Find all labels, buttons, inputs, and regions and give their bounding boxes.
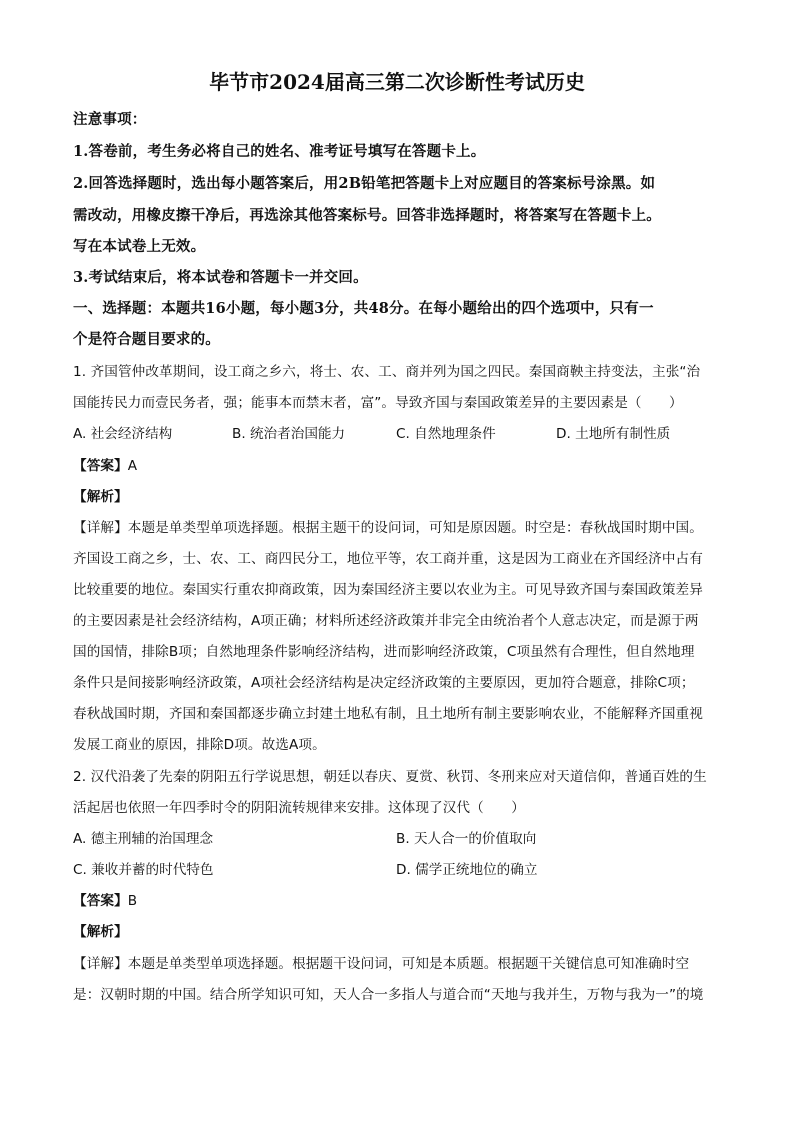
q1-detail-line-6: 条件只是间接影响经济政策，A项社会经济结构是决定经济政策的主要原因，更加符合题意，排除C项； bbox=[73, 675, 695, 691]
q1-option-d: D. 土地所有制性质 bbox=[556, 426, 671, 442]
q1-answer-tag: 【答案】 bbox=[73, 458, 128, 474]
q1-detail-line-8: 发展工商业的原因，排除D项。故选A项。 bbox=[73, 737, 326, 753]
q2-option-b: B. 天人合一的价值取向 bbox=[396, 831, 537, 847]
q1-option-c: C. 自然地理条件 bbox=[396, 426, 496, 442]
q2-analysis-tag: 【解析】 bbox=[73, 924, 128, 940]
q1-analysis-tag: 【解析】 bbox=[73, 489, 128, 505]
q2-stem-line-2: 活起居也依照一年四季时令的阴阳流转规律来安排。这体现了汉代（ ） bbox=[73, 800, 525, 816]
notice-item-1: 1.答卷前，考生务必将自己的姓名、准考证号填写在答题卡上。 bbox=[73, 143, 486, 160]
q1-option-a: A. 社会经济结构 bbox=[73, 426, 173, 442]
q1-detail-line-7: 春秋战国时期，齐国和秦国都逐步确立封建土地私有制，且土地所有制主要影响农业，不能解释齐国重视 bbox=[73, 706, 703, 722]
q2-answer-value: B bbox=[127, 893, 138, 909]
page-title: 毕节市2024届高三第二次诊断性考试历史 bbox=[209, 70, 585, 94]
q1-stem-line-2: 国能抟民力而壹民务者，强；能事本而禁末者，富”。导致齐国与秦国政策差异的主要因素是（ ） bbox=[73, 395, 683, 411]
q2-answer-line bbox=[73, 889, 723, 909]
q2-answer-tag: 【答案】 bbox=[73, 893, 128, 909]
q2-detail-line-2: 是：汉朝时期的中国。结合所学知识可知，天人合一多指人与道合而“天地与我并生，万物与我为一”的境 bbox=[73, 987, 704, 1003]
q1-detail-line-3: 比较重要的地位。秦国实行重农抑商政策，因为秦国经济主要以农业为主。可见导致齐国与秦国政策差异 bbox=[73, 582, 703, 598]
notice-item-2-line-3: 写在本试卷上无效。 bbox=[73, 238, 206, 255]
q1-option-b: B. 统治者治国能力 bbox=[232, 426, 346, 442]
section-heading-line-2: 个是符合题目要求的。 bbox=[73, 331, 220, 348]
notice-item-2-line-2: 需改动，用橡皮擦干净后，再选涂其他答案标号。回答非选择题时，将答案写在答题卡上。 bbox=[73, 207, 661, 224]
q1-answer-value: A bbox=[127, 458, 138, 474]
q1-detail-line-5: 国的国情，排除B项；自然地理条件影响经济结构，进而影响经济政策，C项虽然有合理性，但自然地理 bbox=[73, 644, 695, 660]
q2-option-a: A. 德主刑辅的治国理念 bbox=[73, 831, 214, 847]
q1-detail-line-1: 【详解】本题是单类型单项选择题。根据主题干的设问词，可知是原因题。时空是：春秋战国时期中国。 bbox=[73, 520, 703, 536]
q1-detail-line-4: 的主要因素是社会经济结构，A项正确；材料所述经济政策并非完全由统治者个人意志决定，而是源于两 bbox=[73, 613, 699, 629]
q2-stem-line-1: 2. 汉代沿袭了先秦的阴阳五行学说思想，朝廷以春庆、夏赏、秋罚、冬刑来应对天道信仰，普通百姓的生 bbox=[73, 769, 707, 785]
q1-answer-line bbox=[73, 454, 723, 474]
notice-item-2-line-1: 2.回答选择题时，选出每小题答案后，用2B铅笔把答题卡上对应题目的答案标号涂黑。如 bbox=[73, 175, 656, 192]
notice-item-3: 3.考试结束后，将本试卷和答题卡一并交回。 bbox=[73, 269, 368, 286]
q2-detail-line-1: 【详解】本题是单类型单项选择题。根据题干设问词，可知是本质题。根据题干关键信息可知准确时空 bbox=[73, 956, 690, 972]
q1-detail-line-2: 齐国设工商之乡，士、农、工、商四民分工，地位平等，农工商并重，这是因为工商业在齐国经济中占有 bbox=[73, 551, 703, 567]
q2-option-c: C. 兼收并蓄的时代特色 bbox=[73, 862, 214, 878]
section-heading-line-1: 一、选择题：本题共16小题，每小题3分，共48分。在每小题给出的四个选项中，只有一 bbox=[73, 300, 654, 317]
q1-stem-line-1: 1. 齐国管仲改革期间，设工商之乡六，将士、农、工、商并列为国之四民。秦国商鞅主持变法，主张“治 bbox=[73, 364, 701, 380]
q2-option-d: D. 儒学正统地位的确立 bbox=[396, 862, 538, 878]
notice-heading: 注意事项： bbox=[73, 111, 147, 128]
